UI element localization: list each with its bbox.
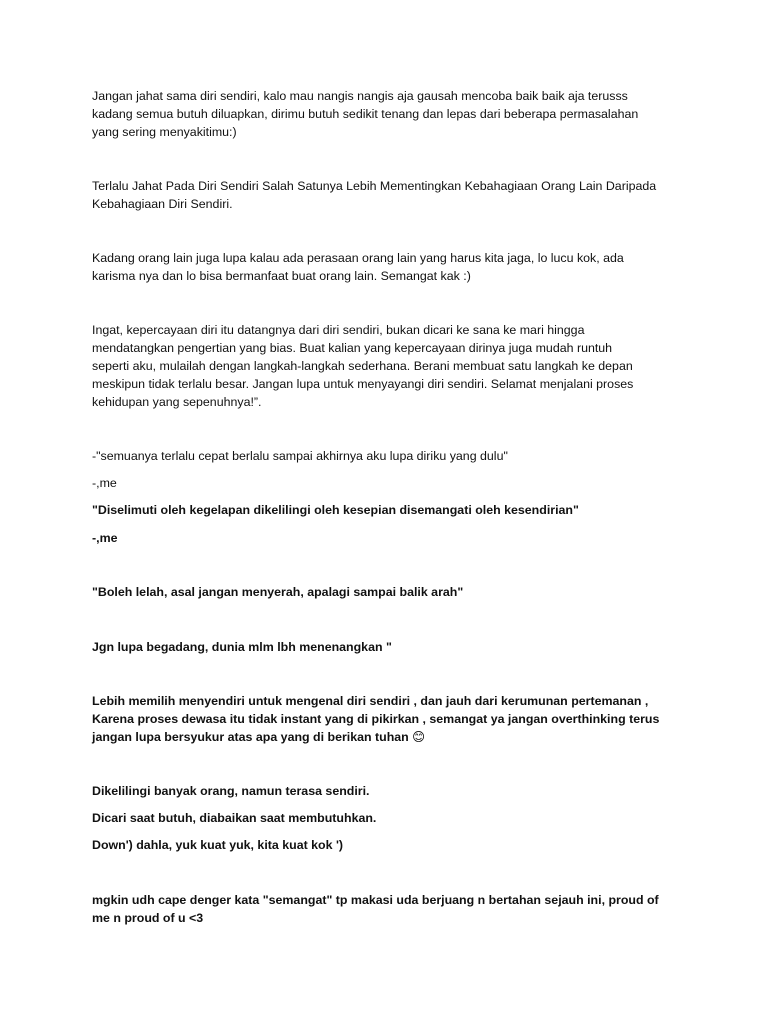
line-dikelilingi: Dikelilingi banyak orang, namun terasa sendiri. <box>92 784 370 798</box>
quote-diselimuti: "Diselimuti oleh kegelapan dikelilingi oleh kesepian disemangati oleh kesendirian" <box>92 503 579 517</box>
line-down-dahla: Down') dahla, yuk kuat yuk, kita kuat kok ') <box>92 838 344 852</box>
paragraph-ingat-kepercayaan: Ingat, kepercayaan diri itu datangnya dari diri sendiri, bukan dicari ke sana ke mari hingga mendatangkan pengertian yang bias. Buat kalian yang kepercayaan dirinya juga mudah runtuh seperti aku, mulailah dengan langkah-langkah sederhana. Berani membuat satu langkah ke depan meskipun tidak terlalu besar. Jangan lupa untuk menyayangi diri sendiri. Selamat menjalani proses kehidupan yang sepenuhnya!”. <box>92 323 634 409</box>
quote-jgn-lupa-begadang: Jgn lupa begadang, dunia mlm lbh menenangkan " <box>92 640 392 654</box>
paragraph-mgkin-udh-cape: mgkin udh cape denger kata "semangat" tp makasi uda berjuang n bertahan sejauh ini, proud of me n proud of u <3 <box>92 893 659 925</box>
quote-semuanya: -"semuanya terlalu cepat berlalu sampai akhirnya aku lupa diriku yang dulu" <box>92 449 508 463</box>
paragraph-lebih-memilih: Lebih memilih menyendiri untuk mengenal diri sendiri , dan jauh dari kerumunan pertemanan , Karena proses dewasa itu tidak instant yang di pikirkan , semangat ya jangan overthinking terus jangan lupa bersyukur atas apa yang di berikan tuhan 😊 <box>92 694 660 744</box>
paragraph-kadang-orang-lain: Kadang orang lain juga lupa kalau ada perasaan orang lain yang harus kita jaga, lo lucu kok, ada karisma nya dan lo bisa bermanfaat buat orang lain. Semangat kak :) <box>92 251 624 283</box>
signature-me-2: -,me <box>92 531 118 545</box>
paragraph-terlalu-jahat: Terlalu Jahat Pada Diri Sendiri Salah Satunya Lebih Mementingkan Kebahagiaan Orang Lain Daripada Kebahagiaan Diri Sendiri. <box>92 179 657 211</box>
line-dicari: Dicari saat butuh, diabaikan saat membutuhkan. <box>92 811 377 825</box>
paragraph-jangan-jahat: Jangan jahat sama diri sendiri, kalo mau nangis nangis aja gausah mencoba baik baik aja terusss kadang semua butuh diluapkan, dirimu butuh sedikit tenang dan lepas dari beberapa permasalahan yang sering menyakitimu:) <box>92 89 639 139</box>
signature-me-1: -,me <box>92 476 117 490</box>
quote-boleh-lelah: "Boleh lelah, asal jangan menyerah, apalagi sampai balik arah" <box>92 585 464 599</box>
